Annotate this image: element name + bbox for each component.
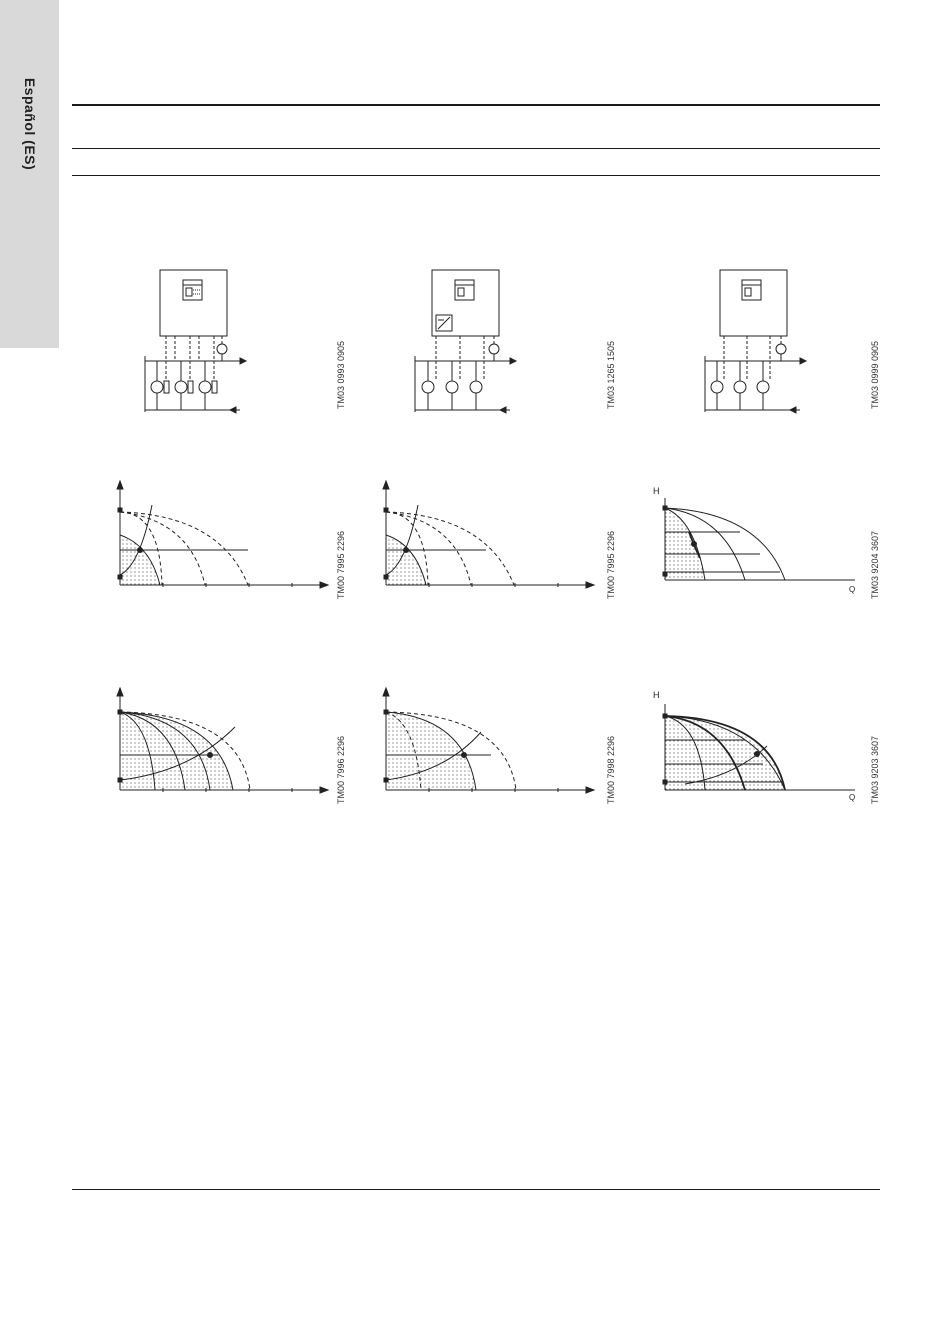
figure-code: TM00 7998 2296 <box>606 735 616 805</box>
header-rule-middle <box>72 148 880 149</box>
language-label: Español (ES) <box>22 77 38 171</box>
figure-code: TM00 7995 2296 <box>336 530 346 600</box>
y-axis-label: H <box>653 690 660 700</box>
footer-rule <box>72 1189 880 1190</box>
y-axis-label: H <box>653 486 660 496</box>
figure-code: TM03 0999 0905 <box>870 340 880 410</box>
header-rule-bottom <box>72 175 880 176</box>
pump-curve-chart-4 <box>110 682 340 812</box>
pump-curve-chart-1 <box>110 475 340 605</box>
header-rule-top <box>72 104 880 106</box>
figure-code: TM03 1265 1505 <box>606 340 616 410</box>
schematic-figure-2 <box>400 260 540 420</box>
figure-code: TM00 7996 2296 <box>336 735 346 805</box>
pump-curve-chart-6 <box>645 684 865 808</box>
schematic-figure-3 <box>690 260 830 420</box>
figure-code: TM03 0993 0905 <box>336 340 346 410</box>
language-side-tab <box>0 0 59 348</box>
x-axis-label: Q <box>849 585 856 594</box>
pump-curve-chart-2 <box>376 475 606 605</box>
schematic-figure-1 <box>130 260 270 420</box>
x-axis-label: Q <box>849 793 856 802</box>
pump-curve-chart-5 <box>376 682 606 812</box>
pump-curve-chart-3 <box>645 480 865 600</box>
figure-code: TM03 9203 3607 <box>870 735 880 805</box>
figure-code: TM03 9204 3607 <box>870 530 880 600</box>
figure-code: TM00 7995 2296 <box>606 530 616 600</box>
